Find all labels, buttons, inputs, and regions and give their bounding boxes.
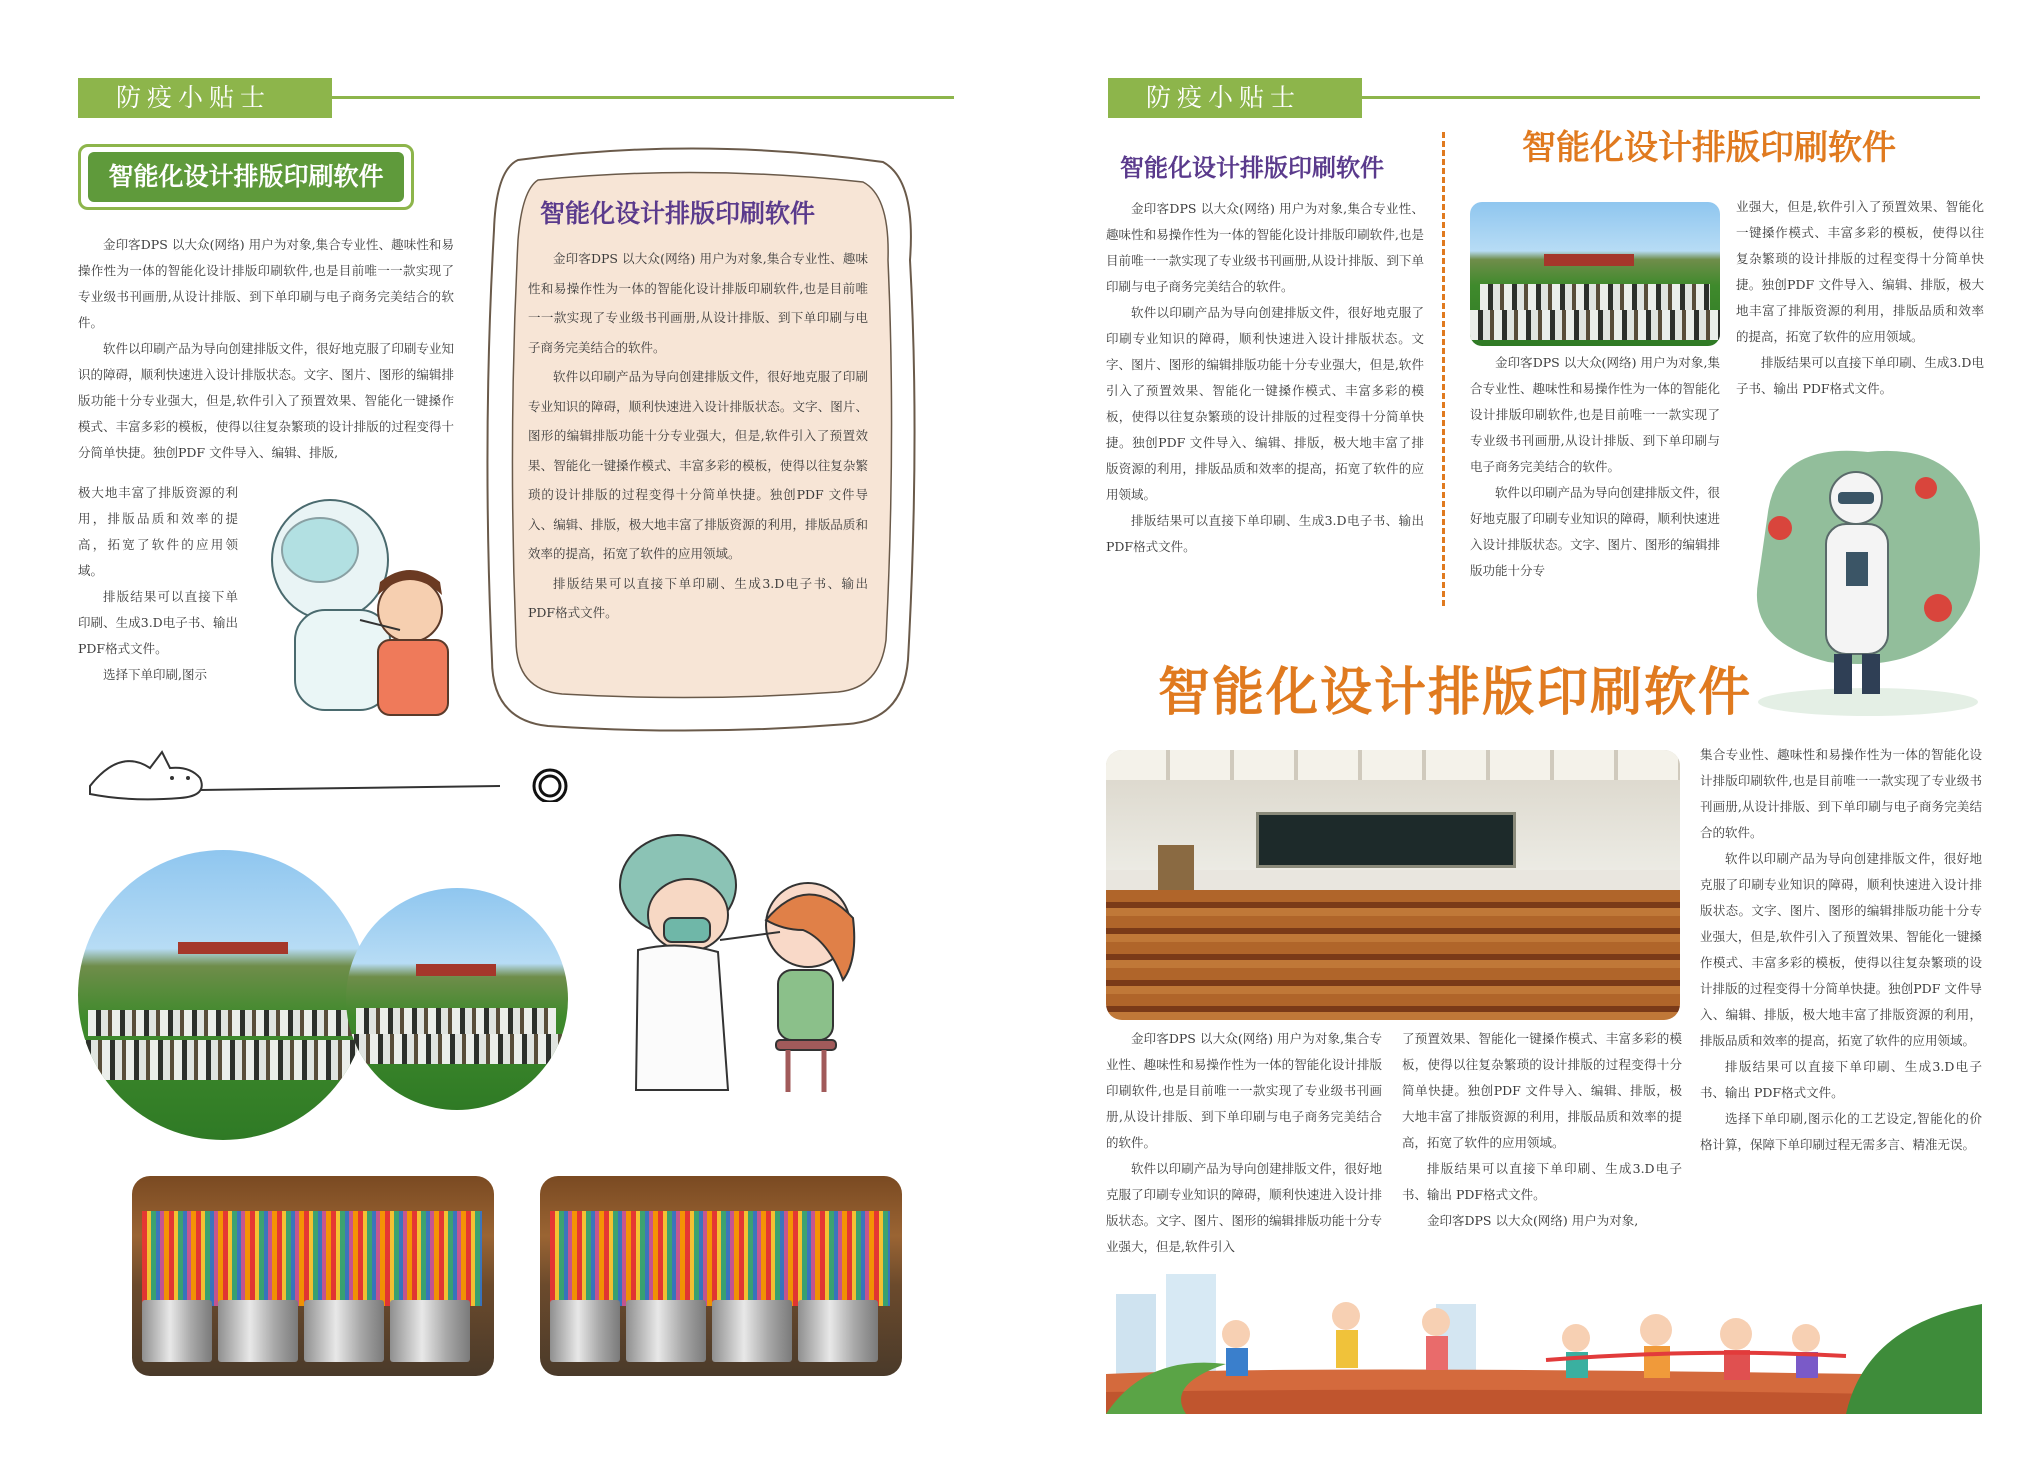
left-paragraph-1: 金印客DPS 以大众(网络) 用户为对象,集合专业性、趣味性和易操作性为一体的智能化设计排版印刷软件,也是目前唯一一款实现了专业级书刊画册,从设计排版、到下单印刷与电子商务完美结合的软件。 [78, 237, 454, 330]
right-col1-article [1106, 196, 1424, 560]
frame-paragraph-2: 软件以印刷产品为导向创建排版文件，很好地克服了印刷专业知识的障碍，顺利快速进入设计排版状态。文字、图片、图形的编辑排版功能十分专业强大，但是,软件引入了预置效果、智能化一键搡作模式、丰富多彩的模板，使得以往复杂繁琐的设计排版的过程变得十分简单快捷。独创PDF 文件导入、编辑、排版，极大地丰富了排版资源的利用，排版品质和效率的提高，拓宽了软件的应用领域。 [528, 369, 868, 561]
right-side-article [1700, 742, 1982, 1158]
classroom-photo [1106, 750, 1680, 1020]
right-col1-paragraph-3: 排版结果可以直接下单印刷、生成3.D电子书、输出 PDF格式文件。 [1106, 513, 1424, 554]
pencils-photo-2 [540, 1176, 902, 1376]
right-col1-title: 智能化设计排版印刷软件 [1120, 154, 1384, 182]
right-bottom1-article [1106, 1026, 1382, 1260]
right-side-paragraph-3: 排版结果可以直接下单印刷、生成3.D电子书、输出 PDF格式文件。 [1700, 1059, 1982, 1100]
tip-rule-right [1362, 96, 1980, 99]
pencils-photo-1 [132, 1176, 494, 1376]
field-photo-circle-2 [346, 888, 568, 1110]
right-col3-paragraph-2: 排版结果可以直接下单印刷、生成3.D电子书、输出 PDF格式文件。 [1736, 355, 1984, 396]
left-paragraph-2: 软件以印刷产品为导向创建排版文件，很好地克服了印刷专业知识的障碍，顺利快速进入设计排版状态。文字、图片、图形的编辑排版功能十分专业强大，但是,软件引入了预置效果、智能化一键搡作模式、丰富多彩的模板，使得以往复杂繁琐的设计排版的过程变得十分简单快捷。独创PDF 文件导入、编辑、排版, [78, 341, 454, 460]
right-col1-paragraph-1: 金印客DPS 以大众(网络) 用户为对象,集合专业性、趣味性和易操作性为一体的智能化设计排版印刷软件,也是目前唯一一款实现了专业级书刊画册,从设计排版、到下单印刷与电子商务完美结合的软件。 [1106, 201, 1424, 294]
tip-banner-right: 防疫小贴士 [1108, 78, 1362, 118]
left-article [78, 232, 454, 466]
doctor-swab-cartoon-icon [250, 470, 470, 720]
left-narrow-paragraph-3: 选择下单印刷,图示 [103, 667, 207, 682]
frame-title: 智能化设计排版印刷软件 [540, 199, 816, 228]
frame-article [528, 244, 868, 628]
right-col1-paragraph-2: 软件以印刷产品为导向创建排版文件，很好地克服了印刷专业知识的障碍，顺利快速进入设计排版状态。文字、图片、图形的编辑排版功能十分专业强大，但是,软件引入了预置效果、智能化一键搡作模式、丰富多彩的模板，使得以往复杂繁琐的设计排版的过程变得十分简单快捷。独创PDF 文件导入、编辑、排版，极大地丰富了排版资源的利用，排版品质和效率的提高，拓宽了软件的应用领域。 [1106, 305, 1424, 502]
right-col2-title: 智能化设计排版印刷软件 [1522, 128, 1896, 168]
right-big-title: 智能化设计排版印刷软件 [1158, 663, 1753, 723]
right-side-paragraph-4: 选择下单印刷,图示化的工艺设定,智能化的价格计算，保障下单印刷过程无需多言、精准无误。 [1700, 1111, 1982, 1152]
tip-banner-left: 防疫小贴士 [78, 78, 332, 118]
right-bottom2-paragraph-2: 排版结果可以直接下单印刷、生成3.D电子书、输出 PDF格式文件。 [1402, 1161, 1682, 1202]
right-bottom2-paragraph-3: 金印客DPS 以大众(网络) 用户为对象, [1427, 1213, 1639, 1228]
right-col3-article [1736, 194, 1984, 402]
nurse-test-cartoon-icon [588, 830, 908, 1120]
tip-rule-left [332, 96, 954, 99]
right-col3-paragraph-1: 业强大，但是,软件引入了预置效果、智能化一键搡作模式、丰富多彩的模板，使得以往复杂繁琐的设计排版的过程变得十分简单快捷。独创PDF 文件导入、编辑、排版，极大地丰富了排版资源的利用，排版品质和效率的提高，拓宽了软件的应用领域。 [1736, 199, 1984, 344]
right-bottom1-paragraph-1: 金印客DPS 以大众(网络) 用户为对象,集合专业性、趣味性和易操作性为一体的智能化设计排版印刷软件,也是目前唯一一款实现了专业级书刊画册,从设计排版、到下单印刷与电子商务完美结合的软件。 [1106, 1031, 1382, 1150]
frame-paragraph-3: 排版结果可以直接下单印刷、生成3.D电子书、输出 PDF格式文件。 [528, 575, 868, 620]
right-col2-article [1470, 350, 1720, 584]
cat-doodle-icon [80, 738, 580, 802]
left-narrow-article [78, 480, 238, 688]
boxed-title: 智能化设计排版印刷软件 [88, 152, 404, 202]
frame-paragraph-1: 金印客DPS 以大众(网络) 用户为对象,集合专业性、趣味性和易操作性为一体的智能化设计排版印刷软件,也是目前唯一一款实现了专业级书刊画册,从设计排版、到下单印刷与电子商务完美结合的软件。 [528, 251, 868, 355]
field-photo-circle-1 [78, 850, 368, 1140]
right-side-paragraph-2: 软件以印刷产品为导向创建排版文件，很好地克服了印刷专业知识的障碍，顺利快速进入设计排版状态。文字、图片、图形的编辑排版功能十分专业强大，但是,软件引入了预置效果、智能化一键搡作模式、丰富多彩的模板，使得以往复杂繁琐的设计排版的过程变得十分简单快捷。独创PDF 文件导入、编辑、排版，极大地丰富了排版资源的利用，排版品质和效率的提高，拓宽了软件的应用领域。 [1700, 851, 1982, 1048]
right-side-paragraph-1: 集合专业性、趣味性和易操作性为一体的智能化设计排版印刷软件,也是目前唯一一款实现了专业级书刊画册,从设计排版、到下单印刷与电子商务完美结合的软件。 [1700, 747, 1982, 840]
right-col2-paragraph-1: 金印客DPS 以大众(网络) 用户为对象,集合专业性、趣味性和易操作性为一体的智能化设计排版印刷软件,也是目前唯一一款实现了专业级书刊画册,从设计排版、到下单印刷与电子商务完美结合的软件。 [1470, 355, 1721, 474]
field-photo-rect [1470, 202, 1720, 346]
hazmat-virus-illustration-icon [1738, 432, 1988, 718]
dashed-divider [1442, 132, 1445, 606]
right-bottom1-paragraph-2: 软件以印刷产品为导向创建排版文件，很好地克服了印刷专业知识的障碍，顺利快速进入设计排版状态。文字、图片、图形的编辑排版功能十分专业强大，但是,软件引入 [1106, 1161, 1382, 1254]
right-bottom2-paragraph-1: 了预置效果、智能化一键搡作模式、丰富多彩的模板，使得以往复杂繁琐的设计排版的过程变得十分简单快捷。独创PDF 文件导入、编辑、排版，极大地丰富了排版资源的利用，排版品质和效率的提高，拓宽了软件的应用领域。 [1402, 1031, 1682, 1150]
kids-race-banner-icon [1106, 1264, 1982, 1414]
left-narrow-paragraph-1: 极大地丰富了排版资源的利用，排版品质和效率的提高，拓宽了软件的应用领域。 [78, 485, 238, 578]
left-narrow-paragraph-2: 排版结果可以直接下单印刷、生成3.D电子书、输出 PDF格式文件。 [78, 589, 238, 656]
right-col2-paragraph-2: 软件以印刷产品为导向创建排版文件，很好地克服了印刷专业知识的障碍，顺利快速进入设计排版状态。文字、图片、图形的编辑排版功能十分专 [1470, 485, 1721, 578]
right-bottom2-article [1402, 1026, 1682, 1234]
